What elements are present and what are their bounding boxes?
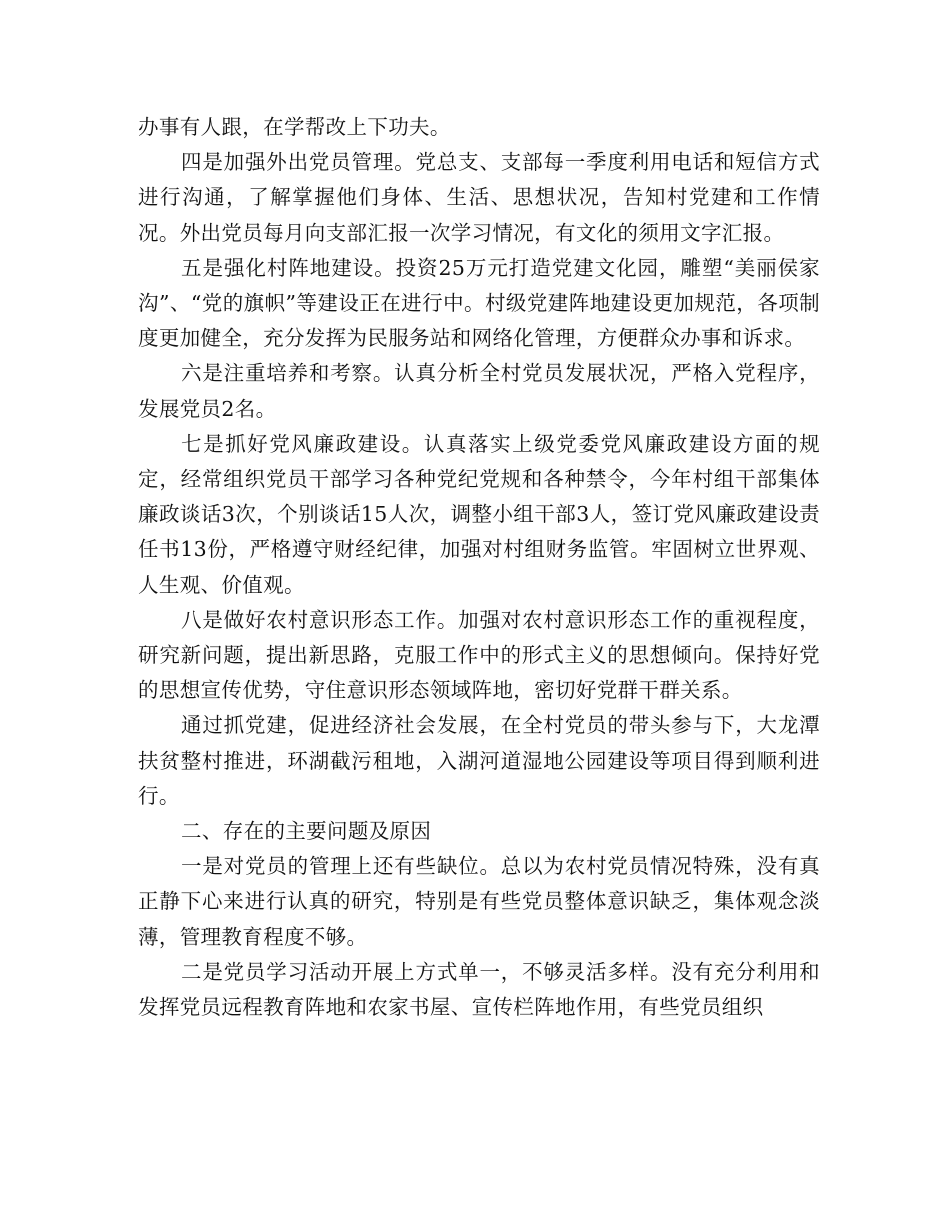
paragraph-problem-learning: 二是党员学习活动开展上方式单一，不够灵活多样。没有充分利用和发挥党员远程教育阵地和农家书屋、宣传栏阵地作用，有些党员组织 <box>138 959 820 1020</box>
paragraph-problem-management: 一是对党员的管理上还有些缺位。总以为农村党员情况特殊，没有真正静下心来进行认真的研究，特别是有些党员整体意识缺乏，集体观念淡薄，管理教育程度不够。 <box>138 854 820 949</box>
paragraph-ideology: 八是做好农村意识形态工作。加强对农村意识形态工作的重视程度，研究新问题，提出新思路，克服工作中的形式主义的思想倾向。保持好党的思想宣传优势，守住意识形态领域阵地，密切好党群干群关系。 <box>138 607 820 703</box>
paragraph-integrity: 七是抓好党风廉政建设。认真落实上级党委党风廉政建设方面的规定，经常组织党员干部学习各种党纪党规和各种禁令，今年村组干部集体廉政谈话3次，个别谈话15人次，调整小组干部3人，签订党风廉政建设责任书13份，严格遵守财经纪律，加强对村组财务监管。牢固树立世界观、人生观、价值观。 <box>138 431 820 597</box>
paragraph-village-base: 五是强化村阵地建设。投资25万元打造党建文化园，雕塑“美丽侯家沟”、“党的旗帜”等建设正在进行中。村级党建阵地建设更加规范，各项制度更加健全，充分发挥为民服务站和网络化管理，方便群众办事和诉求。 <box>138 255 820 351</box>
document-body <box>138 110 820 1025</box>
paragraph-outgoing-members: 四是加强外出党员管理。党总支、支部每一季度利用电话和短信方式进行沟通，了解掌握他们身体、生活、思想状况，告知村党建和工作情况。外出党员每月向支部汇报一次学习情况，有文化的须用文字汇报。 <box>138 150 820 245</box>
paragraph-development: 通过抓党建，促进经济社会发展，在全村党员的带头参与下，大龙潭扶贫整村推进，环湖截污租地，入湖河道湿地公园建设等项目得到顺利进行。 <box>138 713 820 808</box>
paragraph-training: 六是注重培养和考察。认真分析全村党员发展状况，严格入党程序，发展党员2名。 <box>138 361 820 421</box>
paragraph-continuation: 办事有人跟，在学帮改上下功夫。 <box>138 115 451 139</box>
section-heading-problems: 二、存在的主要问题及原因 <box>181 819 432 844</box>
